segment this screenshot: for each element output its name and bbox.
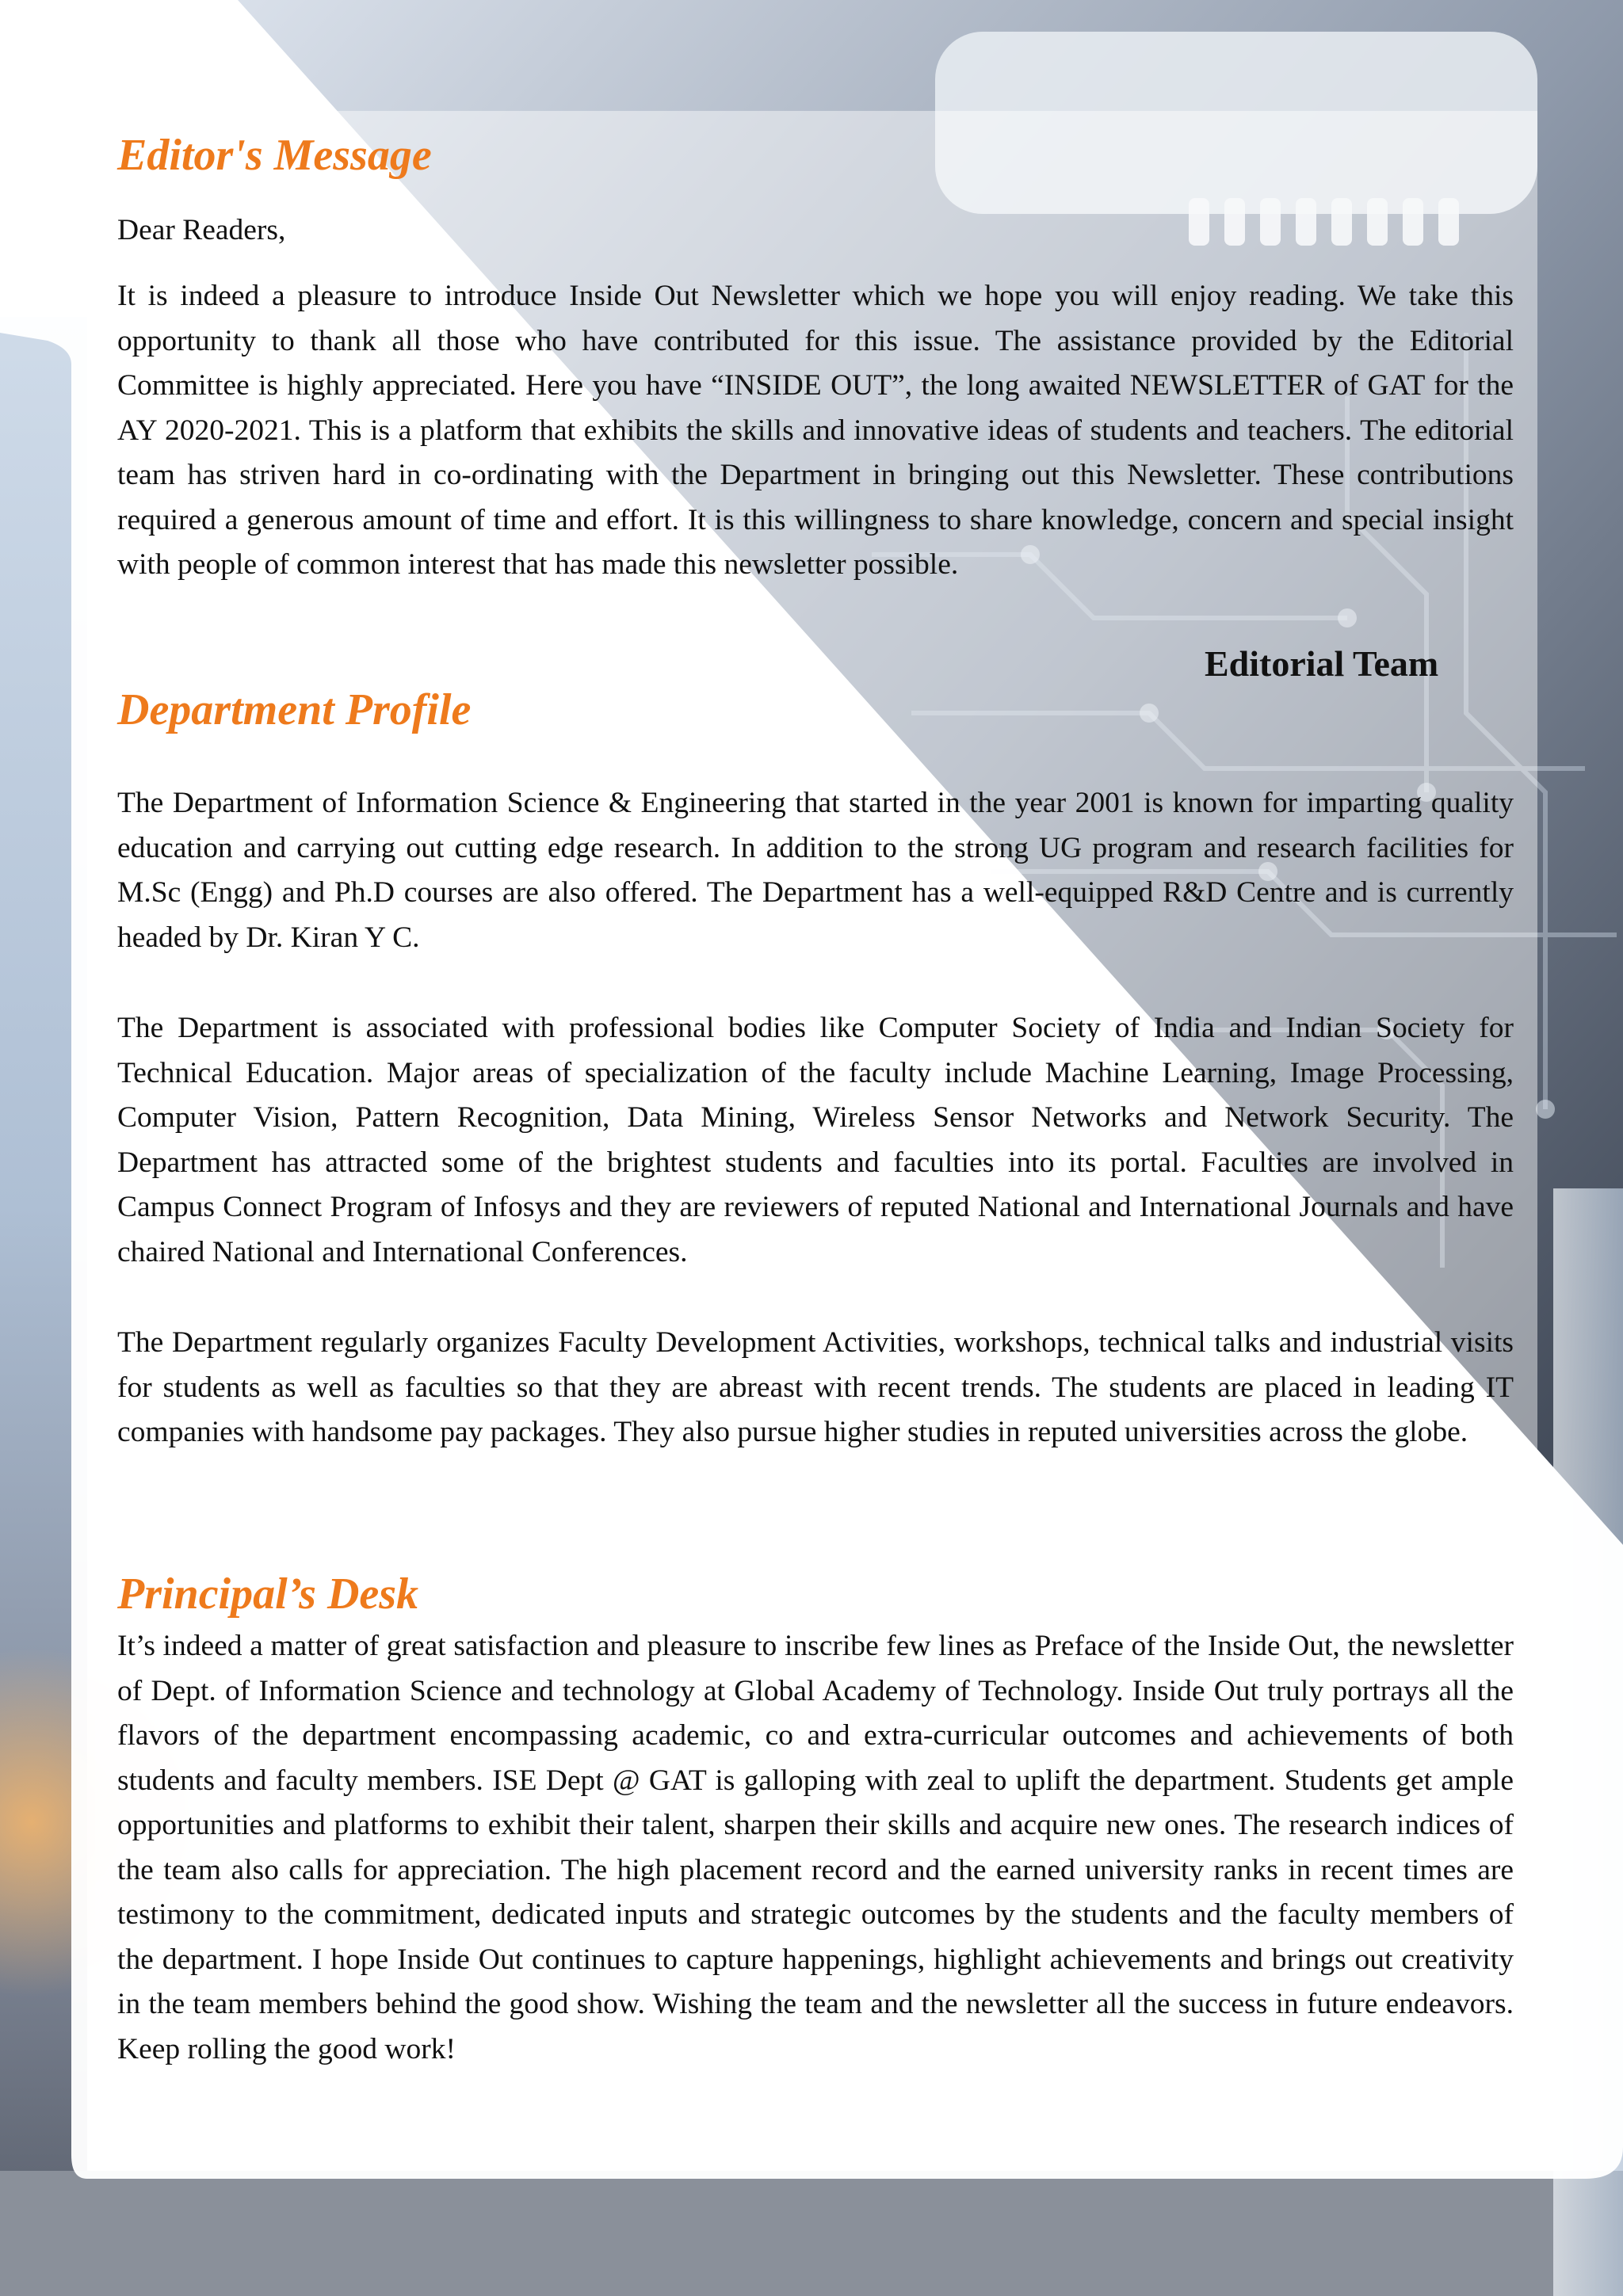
principals-desk-body: It’s indeed a matter of great satisfaction and pleasure to inscribe few lines as Preface of the Inside Out, the newsletter of Dept. of Information Science and technology at Global Academy of Technology. Inside Out truly portrays all the flavors of the department encompassing academic, co and extra-curricular outcomes and achievements of both students and faculty members. ISE Dept @ GAT is galloping with zeal to uplift the department. Students get ample opportunities and platforms to exhibit their talent, sharpen their skills and acquire new ones. The research indices of the team also calls for appreciation. The high placement record and the earned university ranks in recent times are testimony to the commitment, dedicated inputs and strategic outcomes by the students and the faculty members of the department. I hope Inside Out continues to capture happenings, highlight achievements and brings out creativity in the team members behind the good show. Wishing the team and the newsletter all the success in future endeavors. Keep rolling the good work! (117, 1630, 1514, 2065)
editors-message-heading: Editor's Message (117, 131, 432, 180)
editors-message-body: It is indeed a pleasure to introduce Inside Out Newsletter which we hope you will enjoy reading. We take this opportunity to thank all those who have contributed for this issue. The assistance provided by the Editorial Committee is highly appreciated. Here you have “INSIDE OUT”, the long awaited NEWSLETTER of GAT for the AY 2020-2021. This is a platform that exhibits the skills and innovative ideas of students and teachers. The editorial team has striven hard in co-ordinating with the Department in bringing out this Newsletter. These contributions required a generous amount of time and effort. It is this willingness to share knowledge, concern and special insight with people of common interest that has made this newsletter possible. (117, 280, 1514, 581)
editors-message-salutation: Dear Readers, (117, 214, 286, 246)
department-profile-paragraph-3: The Department regularly organizes Faculty Development Activities, workshops, technical talks and industrial visits for students as well as faculties so that they are abreast with recent trends. The students are placed in leading IT companies with handsome pay packages. They also pursue higher studies in reputed universities across the globe. (117, 1326, 1514, 1448)
editors-message-signoff: Editorial Team (1205, 643, 1439, 684)
department-profile-heading: Department Profile (117, 685, 472, 734)
department-profile-paragraph-2: The Department is associated with professional bodies like Computer Society of India and Indian Society for Technical Education. Major areas of specialization of the faculty include Machine Learning, Image Processing, Computer Vision, Pattern Recognition, Data Mining, Wireless Sensor Networks and Network Security. The Department has attracted some of the brightest students and faculties into its portal. Faculties are involved in Campus Connect Program of Infosys and they are reviewers of reputed National and International Journals and have chaired National and International Conferences. (117, 1012, 1514, 1268)
principals-desk-heading: Principal’s Desk (117, 1569, 419, 1619)
department-profile-paragraph-1: The Department of Information Science & Engineering that started in the year 2001 is known for imparting quality education and carrying out cutting edge research. In addition to the strong UG program and research facilities for M.Sc (Engg) and Ph.D courses are also offered. The Department has a well-equipped R&D Centre and is currently headed by Dr. Kiran Y C. (117, 787, 1514, 954)
